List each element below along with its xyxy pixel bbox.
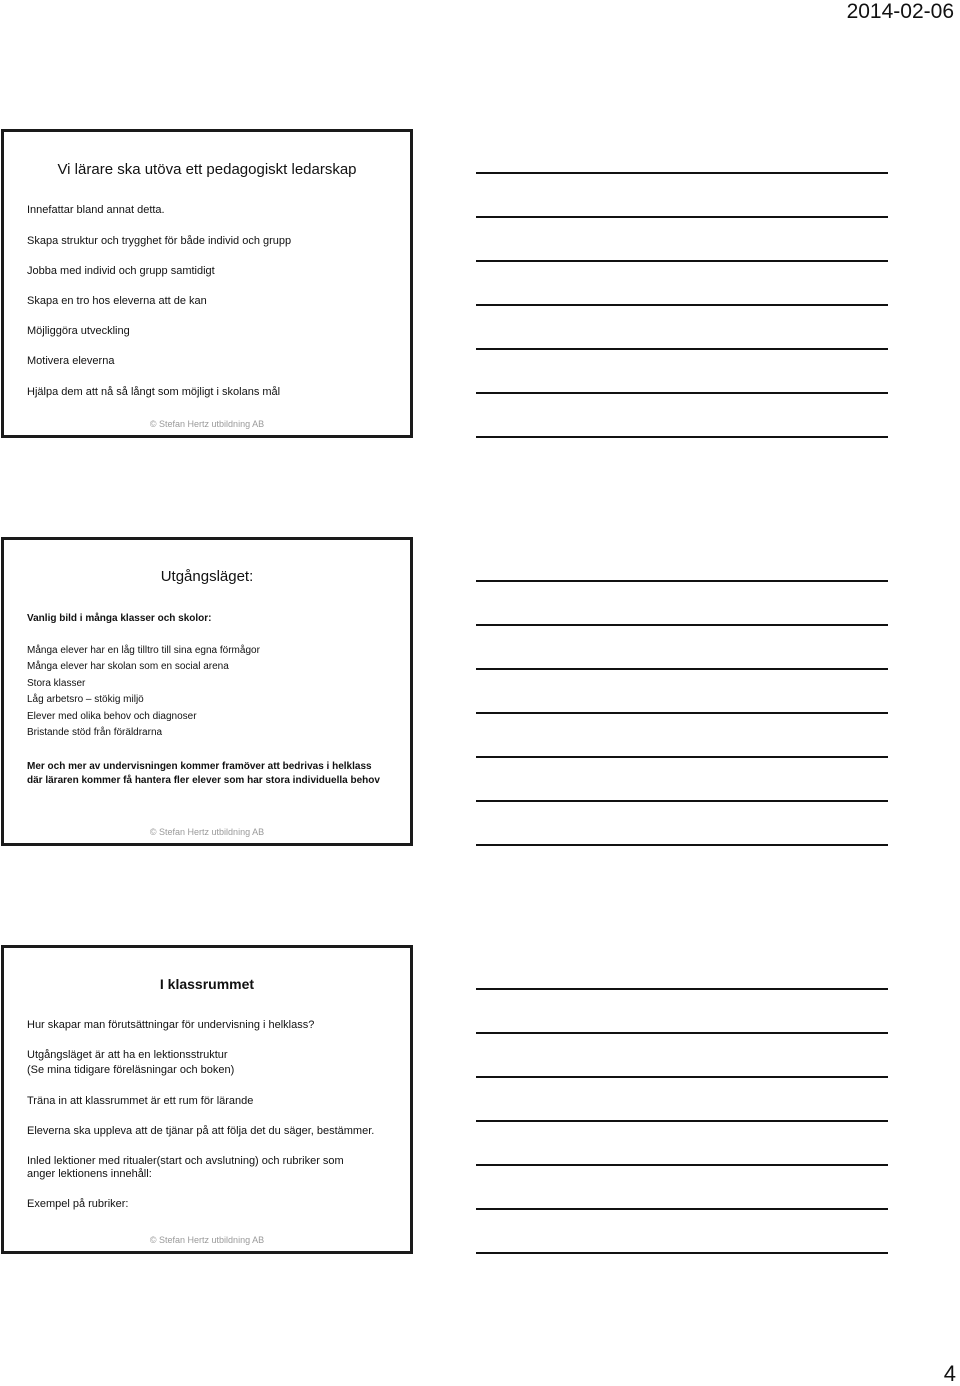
slide-text: Exempel på rubriker:	[27, 1198, 129, 1210]
note-line	[476, 1120, 888, 1122]
note-line	[476, 712, 888, 714]
slide-title: Vi lärare ska utöva ett pedagogiskt ledarskap	[57, 161, 357, 178]
slide-1	[1, 129, 413, 438]
slide-2	[1, 537, 413, 846]
slide-copyright: © Stefan Hertz utbildning AB	[149, 419, 265, 429]
note-line	[476, 1032, 888, 1034]
note-line	[476, 436, 888, 438]
slide-text: Stora klasser	[27, 678, 86, 689]
note-line	[476, 1252, 888, 1254]
slide-text: Möjliggöra utveckling	[27, 325, 130, 337]
note-line	[476, 1208, 888, 1210]
slide-copyright: © Stefan Hertz utbildning AB	[149, 1235, 265, 1245]
note-line	[476, 348, 888, 350]
note-line	[476, 1164, 888, 1166]
slide-text: Många elever har en låg tilltro till sina egna förmågor	[27, 645, 260, 656]
slide-conclusion: där läraren kommer få hantera fler elever som har stora individuella behov	[27, 775, 380, 786]
page-number: 4	[943, 1361, 956, 1386]
slide-text: Hur skapar man förutsättningar för undervisning i helklass?	[27, 1019, 315, 1031]
slide-conclusion: Mer och mer av undervisningen kommer framöver att bedrivas i helklass	[27, 761, 372, 772]
note-line	[476, 304, 888, 306]
slide-text: Utgångsläget är att ha en lektionsstruktur	[27, 1049, 228, 1061]
note-line	[476, 800, 888, 802]
document-date: 2014-02-06	[846, 0, 954, 23]
slide-text: Hjälpa dem att nå så långt som möjligt i skolans mål	[27, 386, 281, 398]
slide-text: Inled lektioner med ritualer(start och avslutning) och rubriker som	[27, 1155, 344, 1167]
slide-text: (Se mina tidigare föreläsningar och boken)	[27, 1064, 235, 1076]
note-line	[476, 988, 888, 990]
slide-subtitle: Vanlig bild i många klasser och skolor:	[27, 613, 212, 624]
note-line	[476, 1076, 888, 1078]
slide-title: I klassrummet	[159, 976, 255, 992]
note-line	[476, 260, 888, 262]
slide-text: Skapa struktur och trygghet för både individ och grupp	[27, 235, 292, 247]
note-line	[476, 844, 888, 846]
slide-text: Träna in att klassrummet är ett rum för lärande	[27, 1095, 254, 1107]
slide-3	[1, 945, 413, 1254]
note-line	[476, 392, 888, 394]
slide-text: Jobba med individ och grupp samtidigt	[27, 265, 215, 277]
note-line	[476, 756, 888, 758]
note-line	[476, 624, 888, 626]
note-line	[476, 668, 888, 670]
slide-title: Utgångsläget:	[160, 568, 254, 585]
slide-text: Innefattar bland annat detta.	[27, 204, 165, 216]
slide-text: Skapa en tro hos eleverna att de kan	[27, 295, 207, 307]
slide-copyright: © Stefan Hertz utbildning AB	[149, 827, 265, 837]
slide-text: Många elever har skolan som en social arena	[27, 661, 229, 672]
slide-text: Bristande stöd från föräldrarna	[27, 727, 163, 738]
slide-text: Eleverna ska uppleva att de tjänar på att följa det du säger, bestämmer.	[27, 1125, 375, 1137]
slide-text: anger lektionens innehåll:	[27, 1168, 152, 1180]
slide-text: Låg arbetsro – stökig miljö	[27, 694, 144, 705]
note-line	[476, 216, 888, 218]
slide-text: Motivera eleverna	[27, 355, 115, 367]
note-line	[476, 580, 888, 582]
note-line	[476, 172, 888, 174]
slide-text: Elever med olika behov och diagnoser	[27, 711, 197, 722]
